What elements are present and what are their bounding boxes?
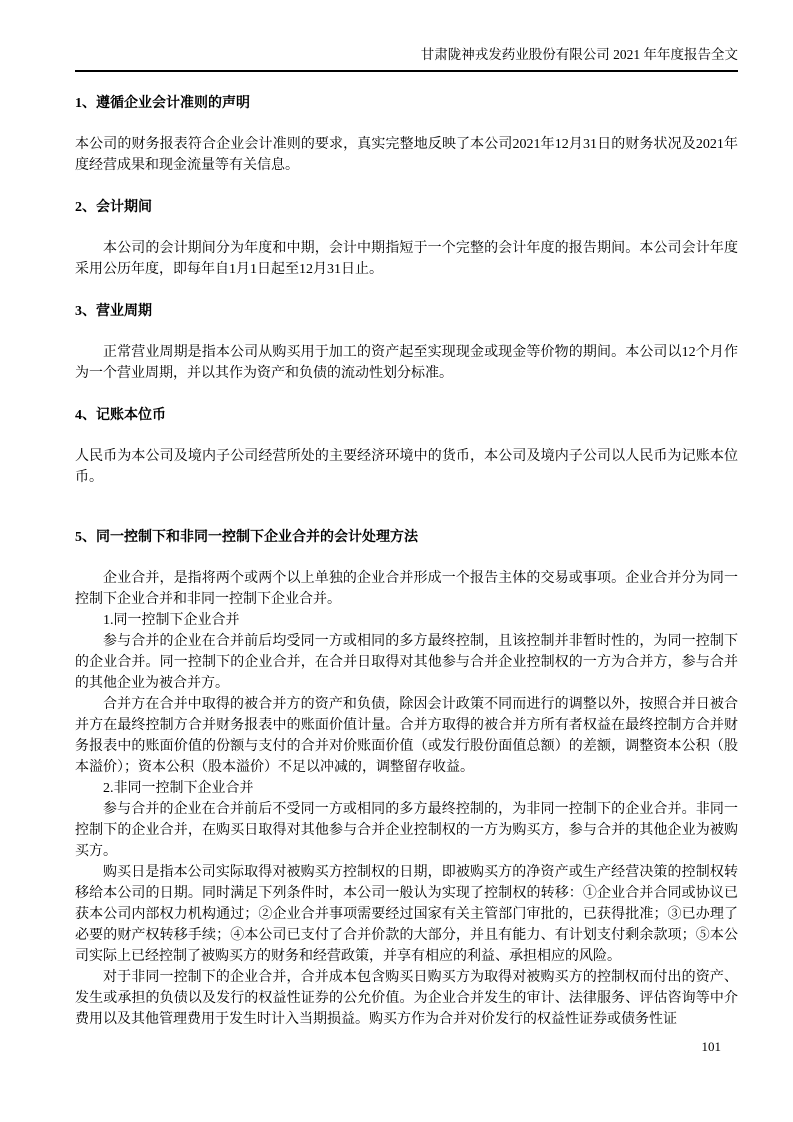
report-header xyxy=(75,0,738,72)
section-5 xyxy=(75,528,738,1030)
section-1 xyxy=(75,94,738,176)
section-1-heading: 1、遵循企业会计准则的声明 xyxy=(75,96,250,111)
paragraph: 本公司的会计期间分为年度和中期，会计中期指短于一个完整的会计年度的报告期间。本公司会计年度采用公历年度，即每年自1月1日起至12月31日止。 xyxy=(75,241,738,277)
paragraph: 企业合并，是指将两个或两个以上单独的企业合并形成一个报告主体的交易或事项。企业合并分为同一控制下企业合并和非同一控制下企业合并。 xyxy=(75,571,738,607)
report-header-title: 甘肃陇神戎发药业股份有限公司 2021 年年度报告全文 xyxy=(420,47,738,62)
paragraph: 参与合并的企业在合并前后不受同一方或相同的多方最终控制的，为非同一控制下的企业合并。非同一控制下的企业合并，在购买日取得对其他参与合并企业控制权的一方为购买方，参与合并的其他企业为被购买方。 xyxy=(75,802,738,859)
paragraph: 正常营业周期是指本公司从购买用于加工的资产起至实现现金或现金等价物的期间。本公司以12个月作为一个营业周期，并以其作为资产和负债的流动性划分标准。 xyxy=(75,345,738,381)
section-3-heading: 3、营业周期 xyxy=(75,304,152,319)
section-5-heading: 5、同一控制下和非同一控制下企业合并的会计处理方法 xyxy=(75,530,418,545)
paragraph: 合并方在合并中取得的被合并方的资产和负债，除因会计政策不同而进行的调整以外，按照合并日被合并方在最终控制方合并财务报表中的账面价值计量。合并方取得的被合并方所有者权益在最终控制方合并财务报表中的账面价值的份额与支付的合并对价账面价值（或发行股份面值总额）的差额，调整资本公积（股本溢价）；资本公积（股本溢价）不足以冲减的，调整留存收益。 xyxy=(75,697,738,775)
paragraph: 对于非同一控制下的企业合并，合并成本包含购买日购买方为取得对被购买方的控制权而付出的资产、发生或承担的负债以及发行的权益性证券的公允价值。为企业合并发生的审计、法律服务、评估咨询等中介费用以及其他管理费用于发生时计入当期损益。购买方作为合并对价发行的权益性证券或债务性证 xyxy=(75,970,738,1027)
paragraph: 购买日是指本公司实际取得对被购买方控制权的日期，即被购买方的净资产或生产经营决策的控制权转移给本公司的日期。同时满足下列条件时，本公司一般认为实现了控制权的转移：①企业合并合同或协议已获本公司内部权力机构通过；②企业合并事项需要经过国家有关主管部门审批的，已获得批准；③已办理了必要的财产权转移手续；④本公司已支付了合并价款的大部分，并且有能力、有计划支付剩余款项；⑤本公司实际上已经控制了被购买方的财务和经营政策，并享有相应的利益、承担相应的风险。 xyxy=(75,865,738,964)
paragraph: 人民币为本公司及境内子公司经营所处的主要经济环境中的货币，本公司及境内子公司以人民币为记账本位币。 xyxy=(75,449,738,485)
section-3 xyxy=(75,302,738,384)
paragraph: 参与合并的企业在合并前后均受同一方或相同的多方最终控制，且该控制并非暂时性的，为同一控制下的企业合并。同一控制下的企业合并，在合并日取得对其他参与合并企业控制权的一方为合并方，参与合并的其他企业为被合并方。 xyxy=(75,634,738,691)
paragraph-subitem-2: 2.非同一控制下企业合并 xyxy=(103,781,254,796)
section-4 xyxy=(75,406,738,488)
page-number: 101 xyxy=(701,1039,721,1054)
section-4-heading: 4、记账本位币 xyxy=(75,408,166,423)
section-2-heading: 2、会计期间 xyxy=(75,200,152,215)
paragraph: 本公司的财务报表符合企业会计准则的要求，真实完整地反映了本公司2021年12月31日的财务状况及2021年度经营成果和现金流量等有关信息。 xyxy=(75,137,738,173)
section-2 xyxy=(75,198,738,280)
paragraph-subitem-1: 1.同一控制下企业合并 xyxy=(103,613,240,628)
